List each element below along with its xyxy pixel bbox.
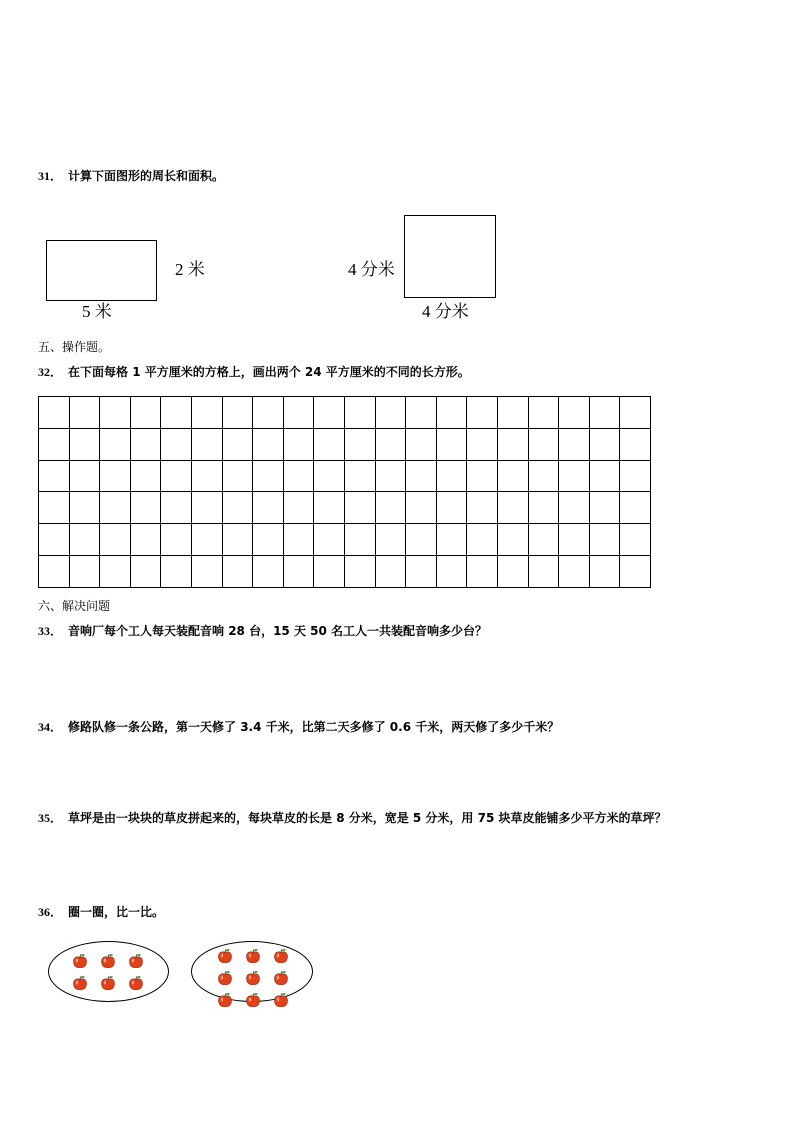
question-number: 33． — [38, 624, 63, 638]
grid-cell — [467, 524, 498, 556]
grid-cell — [375, 524, 406, 556]
question-text: 圈一圈，比一比。 — [68, 905, 165, 919]
grid-cell — [406, 397, 437, 429]
grid-cell — [620, 428, 651, 460]
grid-cell — [589, 492, 620, 524]
square-side-bottom-label: 4 分米 — [422, 302, 469, 321]
rectangle-height-label: 2 米 — [175, 260, 205, 279]
grid-cell — [497, 460, 528, 492]
grid-cell — [253, 556, 284, 588]
grid-cell — [100, 428, 131, 460]
grid-cell — [130, 524, 161, 556]
question-34 — [38, 719, 559, 735]
grid-cell — [436, 492, 467, 524]
grid-cell — [253, 460, 284, 492]
grid-cell — [589, 460, 620, 492]
apple-icon — [72, 975, 88, 991]
grid-cell — [620, 460, 651, 492]
grid-cell — [314, 492, 345, 524]
grid-row — [39, 492, 651, 524]
grid-cell — [314, 428, 345, 460]
question-text: 音响厂每个工人每天装配音响 28 台，15 天 50 名工人一共装配音响多少台？ — [68, 624, 488, 638]
grid-cell — [191, 460, 222, 492]
grid-cell — [283, 397, 314, 429]
grid-cell — [436, 524, 467, 556]
question-36 — [38, 904, 164, 920]
plate-left — [48, 941, 169, 1002]
grid-cell — [69, 428, 100, 460]
grid-cell — [620, 397, 651, 429]
grid-row — [39, 460, 651, 492]
grid-cell — [191, 428, 222, 460]
grid-cell — [406, 556, 437, 588]
grid-cell — [314, 524, 345, 556]
grid-cell — [253, 428, 284, 460]
grid-cell — [406, 428, 437, 460]
question-number: 36． — [38, 905, 63, 919]
grid-cell — [191, 492, 222, 524]
grid-cell — [191, 524, 222, 556]
grid-cell — [100, 397, 131, 429]
apple-icon — [273, 992, 289, 1008]
grid-cell — [161, 397, 192, 429]
grid-cell — [283, 492, 314, 524]
grid-cell — [467, 460, 498, 492]
apple-icon — [100, 975, 116, 991]
grid-cell — [161, 492, 192, 524]
grid-cell — [528, 460, 559, 492]
grid-cell — [436, 428, 467, 460]
grid-cell — [497, 524, 528, 556]
grid-cell — [161, 556, 192, 588]
grid-cell — [344, 556, 375, 588]
grid-cell — [283, 460, 314, 492]
apple-icon — [72, 953, 88, 969]
section-6-title: 六、解决问题 — [38, 599, 111, 613]
grid-cell — [39, 492, 70, 524]
grid-cell — [100, 492, 131, 524]
grid-cell — [497, 428, 528, 460]
grid-cell — [528, 397, 559, 429]
grid-cell — [344, 492, 375, 524]
apple-icon — [245, 992, 261, 1008]
grid-cell — [161, 524, 192, 556]
grid-cell — [559, 556, 590, 588]
question-35 — [38, 810, 667, 826]
question-text: 在下面每格 1 平方厘米的方格上，画出两个 24 平方厘米的不同的长方形。 — [68, 365, 470, 379]
grid-cell — [100, 460, 131, 492]
apple-icon — [128, 975, 144, 991]
grid-cell — [559, 524, 590, 556]
grid-cell — [100, 556, 131, 588]
grid-cell — [497, 397, 528, 429]
section-5-title: 五、操作题。 — [38, 340, 111, 354]
square-figure — [404, 215, 496, 298]
grid-cell — [375, 428, 406, 460]
grid-cell — [130, 556, 161, 588]
grid-cell — [314, 460, 345, 492]
grid-cell — [528, 428, 559, 460]
grid-cell — [375, 556, 406, 588]
grid-cell — [283, 428, 314, 460]
grid-row — [39, 428, 651, 460]
question-text: 修路队修一条公路，第一天修了 3.4 千米，比第二天多修了 0.6 千米，两天修了多少千米？ — [68, 720, 560, 734]
grid-cell — [467, 397, 498, 429]
grid-cell — [559, 460, 590, 492]
grid-cell — [406, 460, 437, 492]
grid-cell — [559, 428, 590, 460]
grid-cell — [191, 397, 222, 429]
apple-icon — [245, 948, 261, 964]
grid-cell — [559, 397, 590, 429]
grid-cell — [467, 428, 498, 460]
grid-cell — [375, 460, 406, 492]
grid-cell — [467, 556, 498, 588]
grid-cell — [528, 556, 559, 588]
grid-cell — [69, 397, 100, 429]
grid-cell — [222, 397, 253, 429]
grid-cell — [253, 492, 284, 524]
grid-cell — [69, 492, 100, 524]
grid-cell — [344, 524, 375, 556]
grid-cell — [69, 556, 100, 588]
question-31 — [38, 168, 224, 184]
grid-cell — [39, 428, 70, 460]
grid-cell — [130, 397, 161, 429]
grid-row — [39, 397, 651, 429]
square-grid — [38, 396, 651, 588]
grid-cell — [375, 492, 406, 524]
grid-cell — [589, 556, 620, 588]
question-33 — [38, 623, 487, 639]
apple-icon — [217, 992, 233, 1008]
grid-cell — [467, 492, 498, 524]
grid-cell — [39, 524, 70, 556]
grid-cell — [314, 556, 345, 588]
grid-cell — [589, 397, 620, 429]
grid-cell — [222, 428, 253, 460]
grid-cell — [344, 428, 375, 460]
grid-row — [39, 556, 651, 588]
grid-cell — [436, 556, 467, 588]
grid-cell — [253, 524, 284, 556]
grid-cell — [344, 460, 375, 492]
grid-cell — [100, 524, 131, 556]
grid-cell — [528, 492, 559, 524]
grid-cell — [69, 460, 100, 492]
grid-cell — [39, 556, 70, 588]
apple-icon — [273, 948, 289, 964]
grid-cell — [39, 397, 70, 429]
question-number: 34． — [38, 720, 63, 734]
apple-icon — [128, 953, 144, 969]
grid-cell — [39, 460, 70, 492]
grid-cell — [589, 524, 620, 556]
grid-cell — [222, 556, 253, 588]
grid-cell — [130, 460, 161, 492]
grid-cell — [222, 460, 253, 492]
grid-cell — [620, 524, 651, 556]
grid-cell — [253, 397, 284, 429]
grid-cell — [191, 556, 222, 588]
grid-cell — [589, 428, 620, 460]
grid-cell — [436, 397, 467, 429]
grid-cell — [528, 524, 559, 556]
grid-cell — [620, 492, 651, 524]
grid-cell — [375, 397, 406, 429]
grid-cell — [222, 492, 253, 524]
grid-cell — [406, 524, 437, 556]
apple-icon — [273, 970, 289, 986]
grid-cell — [283, 524, 314, 556]
grid-cell — [69, 524, 100, 556]
rectangle-width-label: 5 米 — [82, 302, 112, 321]
grid-cell — [130, 428, 161, 460]
apple-icon — [217, 970, 233, 986]
grid-cell — [344, 397, 375, 429]
grid-cell — [161, 460, 192, 492]
grid-cell — [283, 556, 314, 588]
rectangle-figure — [46, 240, 157, 301]
question-number: 35． — [38, 811, 63, 825]
grid-cell — [620, 556, 651, 588]
apple-icon — [100, 953, 116, 969]
grid-cell — [436, 460, 467, 492]
question-number: 32． — [38, 365, 63, 379]
grid-cell — [130, 492, 161, 524]
grid-cell — [497, 556, 528, 588]
question-32 — [38, 364, 470, 380]
apple-icon — [245, 970, 261, 986]
question-text: 计算下面图形的周长和面积。 — [68, 169, 225, 183]
grid-row — [39, 524, 651, 556]
apple-icon — [217, 948, 233, 964]
grid-cell — [559, 492, 590, 524]
question-text: 草坪是由一块块的草皮拼起来的，每块草皮的长是 8 分米，宽是 5 分米，用 75 块草皮能铺多少平方米的草坪？ — [68, 811, 667, 825]
question-number: 31． — [38, 169, 63, 183]
grid-cell — [497, 492, 528, 524]
grid-cell — [222, 524, 253, 556]
grid-cell — [314, 397, 345, 429]
grid-cell — [406, 492, 437, 524]
grid-cell — [161, 428, 192, 460]
square-side-left-label: 4 分米 — [348, 260, 395, 279]
